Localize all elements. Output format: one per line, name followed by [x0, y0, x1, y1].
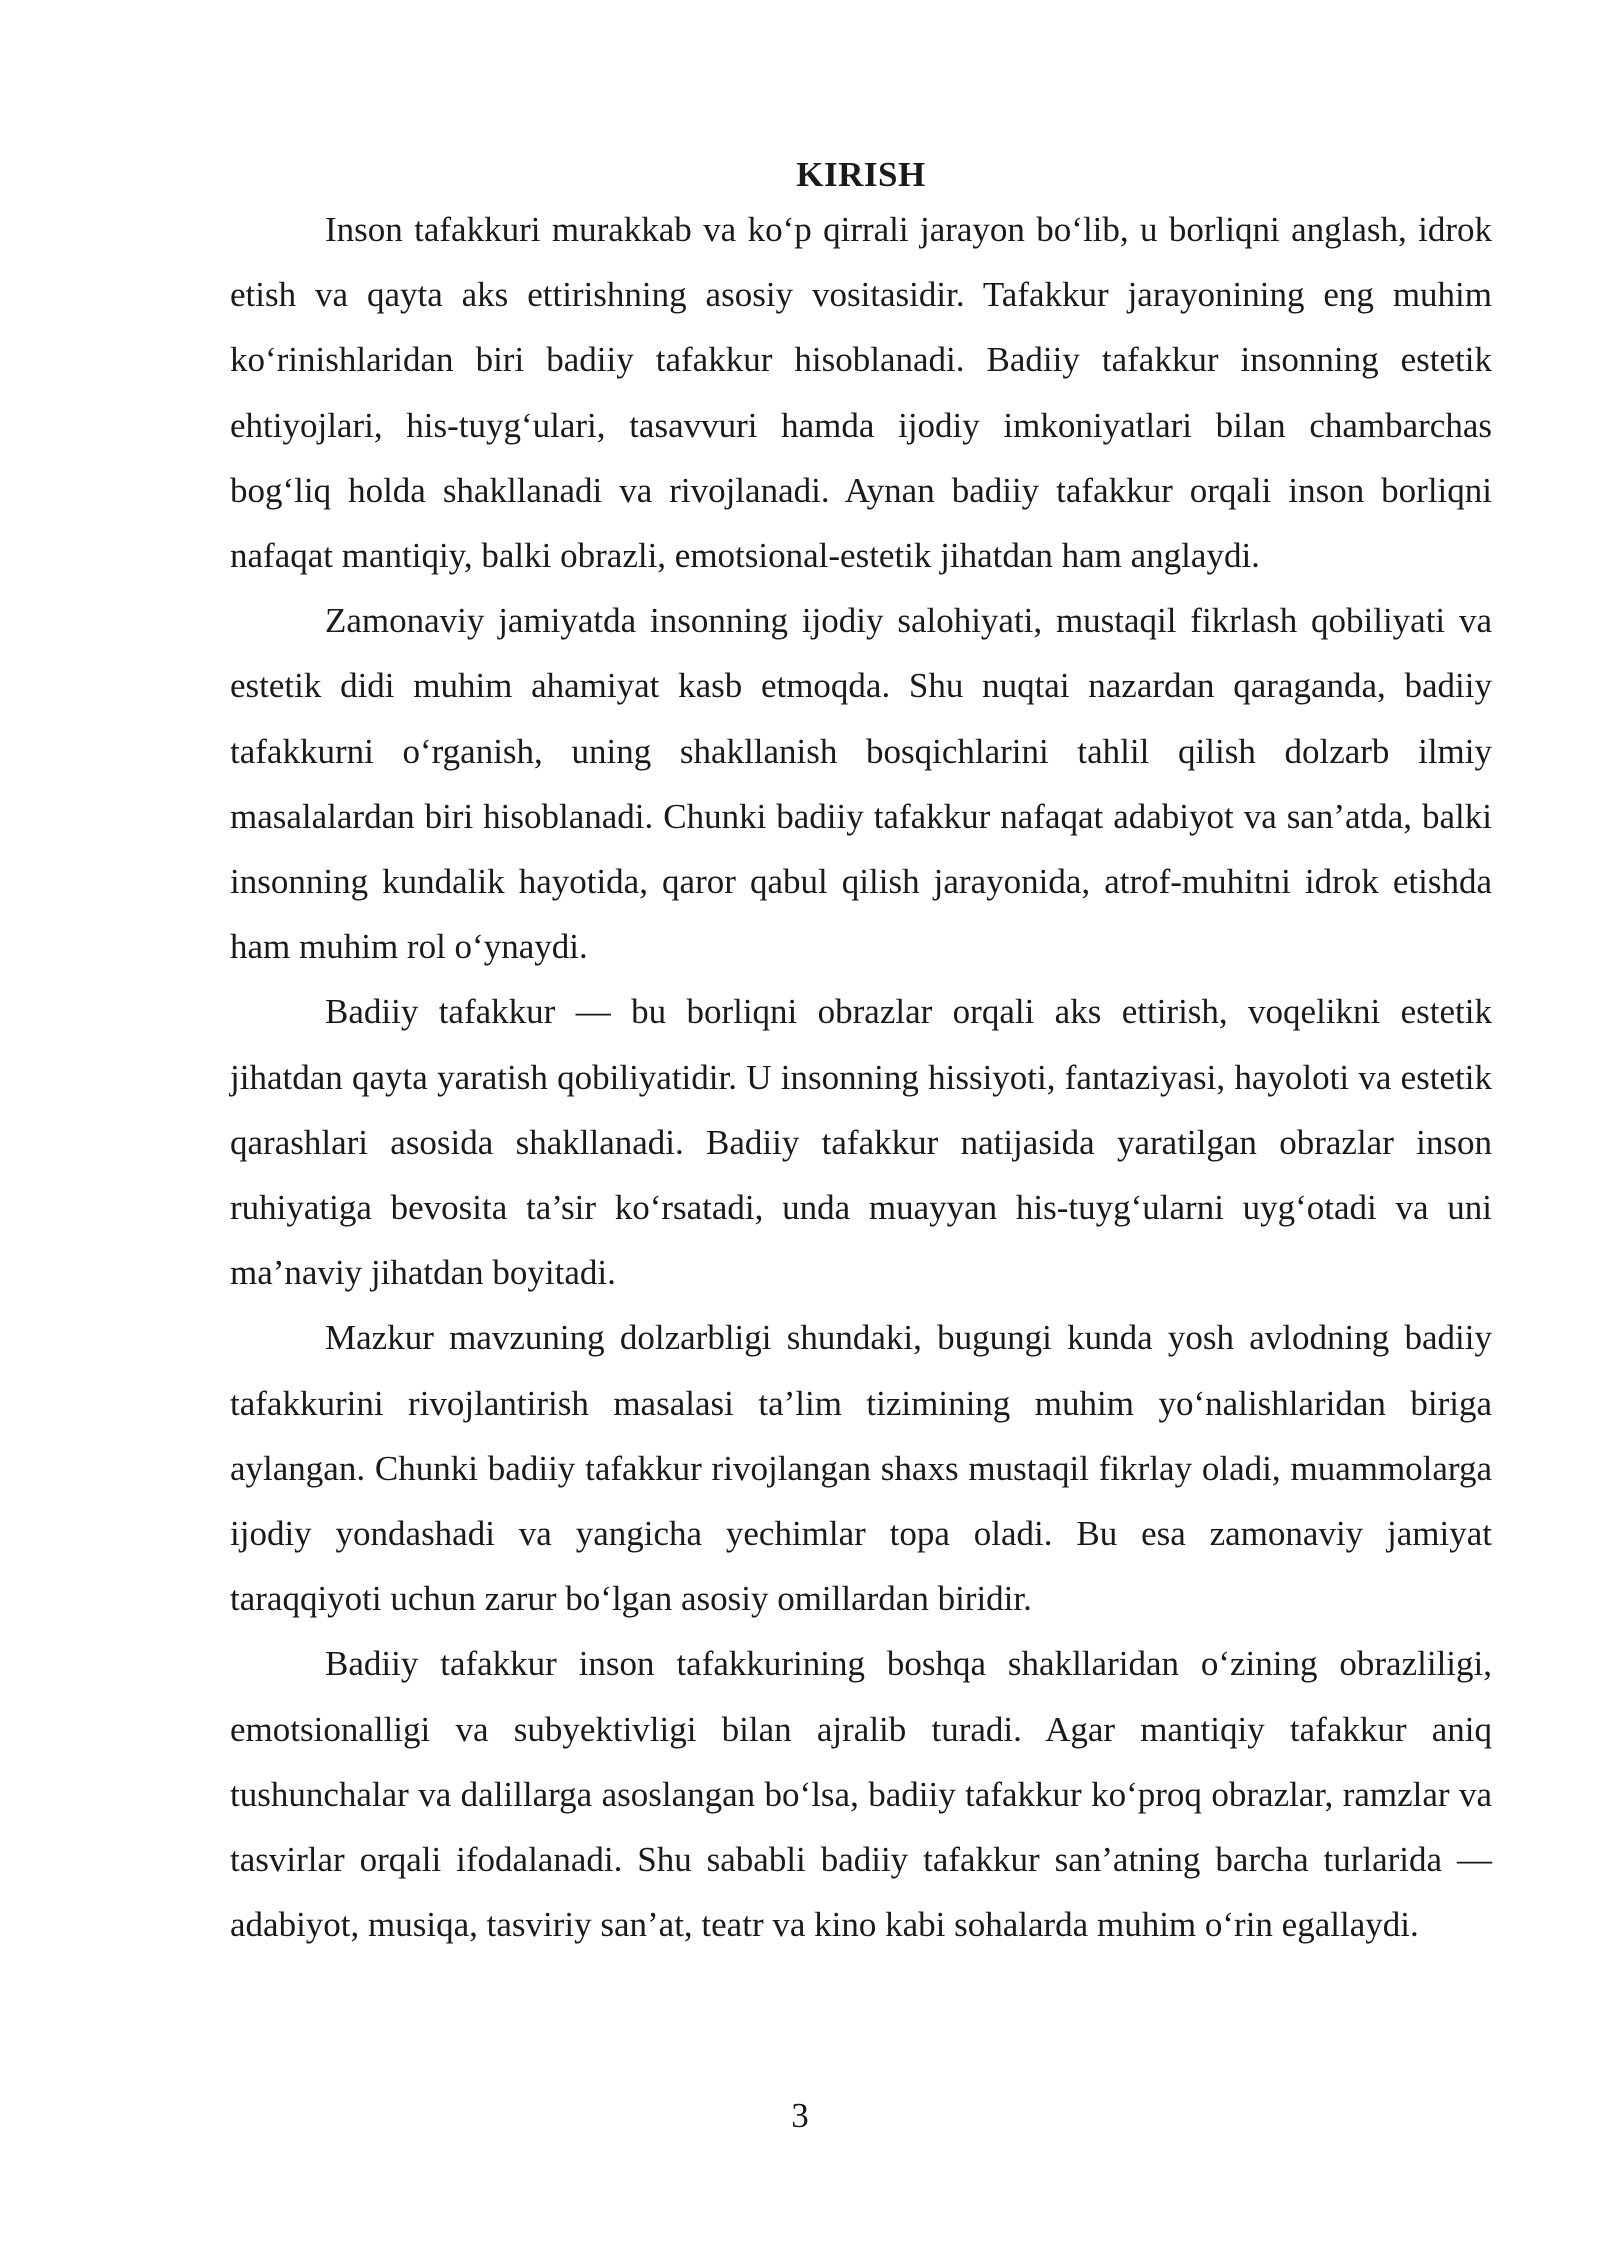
- section-title: KIRISH: [796, 155, 926, 194]
- page-content: [230, 152, 1492, 1957]
- paragraph-2: Zamonaviy jamiyatda insonning ijodiy salohiyati, mustaqil fikrlash qobiliyati va estetik didi muhim ahamiyat kasb etmoqda. Shu nuqtai nazardan qaraganda, badiiy tafakkurni o‘rganish, uning shakllanish bosqichlarini tahlil qilish dolzarb ilmiy masalalardan biri hisoblanadi. Chunki badiiy tafakkur nafaqat adabiyot va san’atda, balki insonning kundalik hayotida, qaror qabul qilish jarayonida, atrof-muhitni idrok etishda ham muhim rol o‘ynaydi.: [230, 601, 1492, 967]
- paragraph-5: Badiiy tafakkur inson tafakkurining boshqa shakllaridan o‘zining obrazliligi, emotsionalligi va subyektivligi bilan ajralib turadi. Agar mantiqiy tafakkur aniq tushunchalar va dalillarga asoslangan bo‘lsa, badiiy tafakkur ko‘proq obrazlar, ramzlar va tasvirlar orqali ifodalanadi. Shu sababli badiiy tafakkur san’atning barcha turlarida — adabiyot, musiqa, tasviriy san’at, teatr va kino kabi sohalarda muhim o‘rin egallaydi.: [230, 1644, 1492, 1945]
- paragraph-1: Inson tafakkuri murakkab va ko‘p qirrali jarayon bo‘lib, u borliqni anglash, idrok etish va qayta aks ettirishning asosiy vositasidir. Tafakkur jarayonining eng muhim ko‘rinishlaridan biri badiiy tafakkur hisoblanadi. Badiiy tafakkur insonning estetik ehtiyojlari, his-tuyg‘ulari, tasavvuri hamda ijodiy imkoniyatlari bilan chambarchas bog‘liq holda shakllanadi va rivojlanadi. Aynan badiiy tafakkur orqali inson borliqni nafaqat mantiqiy, balki obrazli, emotsional-estetik jihatdan ham anglaydi.: [230, 210, 1492, 576]
- page-number: 3: [791, 2096, 809, 2135]
- paragraph-4: Mazkur mavzuning dolzarbligi shundaki, bugungi kunda yosh avlodning badiiy tafakkurini rivojlantirish masalasi ta’lim tizimining muhim yo‘nalishlaridan biriga aylangan. Chunki badiiy tafakkur rivojlangan shaxs mustaqil fikrlay oladi, muammolarga ijodiy yondashadi va yangicha yechimlar topa oladi. Bu esa zamonaviy jamiyat taraqqiyoti uchun zarur bo‘lgan asosiy omillardan biridir.: [230, 1318, 1492, 1619]
- paragraph-3: Badiiy tafakkur — bu borliqni obrazlar orqali aks ettirish, voqelikni estetik jihatdan qayta yaratish qobiliyatidir. U insonning hissiyoti, fantaziyasi, hayoloti va estetik qarashlari asosida shakllanadi. Badiiy tafakkur natijasida yaratilgan obrazlar inson ruhiyatiga bevosita ta’sir ko‘rsatadi, unda muayyan his-tuyg‘ularni uyg‘otadi va uni ma’naviy jihatdan boyitadi.: [230, 992, 1492, 1293]
